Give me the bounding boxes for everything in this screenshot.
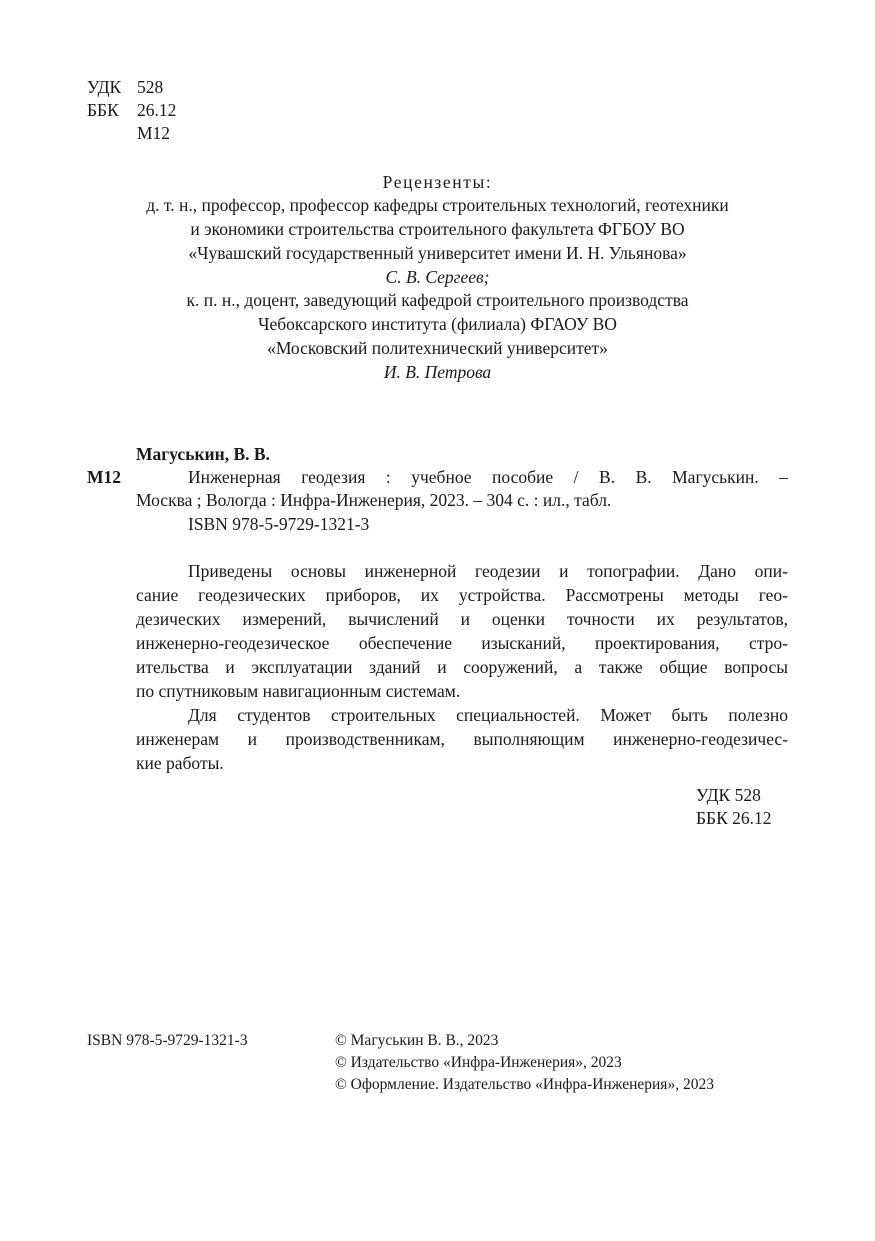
reviewer-line: д. т. н., профессор, профессор кафедры строительных технологий, геотехники	[146, 195, 729, 215]
abstract-line: по спутниковым навигационным системам.	[136, 681, 461, 701]
abstract-line: дезических измерений, вычислений и оценки точности их результатов,	[136, 609, 788, 629]
abstract-line: сание геодезических приборов, их устройства. Рассмотрены методы гео-	[136, 585, 788, 605]
index-bbk: ББК 26.12	[696, 808, 772, 828]
copyright-line: © Оформление. Издательство «Инфра-Инженерия», 2023	[335, 1076, 714, 1093]
catalog-title-line: Москва ; Вологда : Инфра-Инженерия, 2023. – 304 с. : ил., табл.	[136, 490, 612, 510]
copyright-line: © Магуськин В. В., 2023	[335, 1032, 499, 1049]
reviewer-line: «Московский политехнический университет»	[267, 338, 608, 358]
abstract-line: инженерно-геодезическое обеспечение изысканий, проектирования, стро-	[136, 633, 788, 653]
reviewer-name: И. В. Петрова	[383, 362, 492, 382]
catalog-isbn: ISBN 978-5-9729-1321-3	[188, 514, 370, 534]
catalog-author: Магуськин, В. В.	[136, 444, 270, 464]
abstract-line: ительства и эксплуатации зданий и сооружений, а также общие вопросы	[136, 657, 788, 677]
abstract-line: Для студентов строительных специальностей. Может быть полезно	[188, 705, 788, 725]
footer-isbn: ISBN 978-5-9729-1321-3	[87, 1032, 248, 1049]
catalog-title-line: Инженерная геодезия : учебное пособие / В. В. Магуськин. –	[188, 467, 788, 487]
udk-value: 528	[137, 77, 164, 97]
copyright-line: © Издательство «Инфра-Инженерия», 2023	[335, 1054, 622, 1071]
abstract-line: инженерам и производственникам, выполняющим инженерно-геодезичес-	[136, 729, 788, 749]
reviewer-line: к. п. н., доцент, заведующий кафедрой строительного производства	[186, 290, 689, 310]
bbk-label: ББК	[87, 100, 119, 120]
catalog-mark: М12	[87, 467, 122, 487]
index-udk: УДК 528	[696, 785, 761, 805]
bbk-value: 26.12	[137, 100, 177, 120]
abstract-line: Приведены основы инженерной геодезии и топографии. Дано опи-	[188, 561, 788, 581]
reviewer-line: Чебоксарского института (филиала) ФГАОУ ВО	[258, 314, 617, 334]
reviewer-name: С. В. Сергеев;	[385, 267, 490, 287]
reviewer-line: и экономики строительства строительного факультета ФГБОУ ВО	[190, 219, 685, 239]
abstract-line: кие работы.	[136, 753, 224, 773]
reviewer-line: «Чувашский государственный университет имени И. Н. Ульянова»	[188, 243, 687, 263]
udk-label: УДК	[87, 77, 122, 97]
author-mark: М12	[137, 123, 171, 143]
reviewers-heading: Рецензенты:	[382, 172, 493, 192]
